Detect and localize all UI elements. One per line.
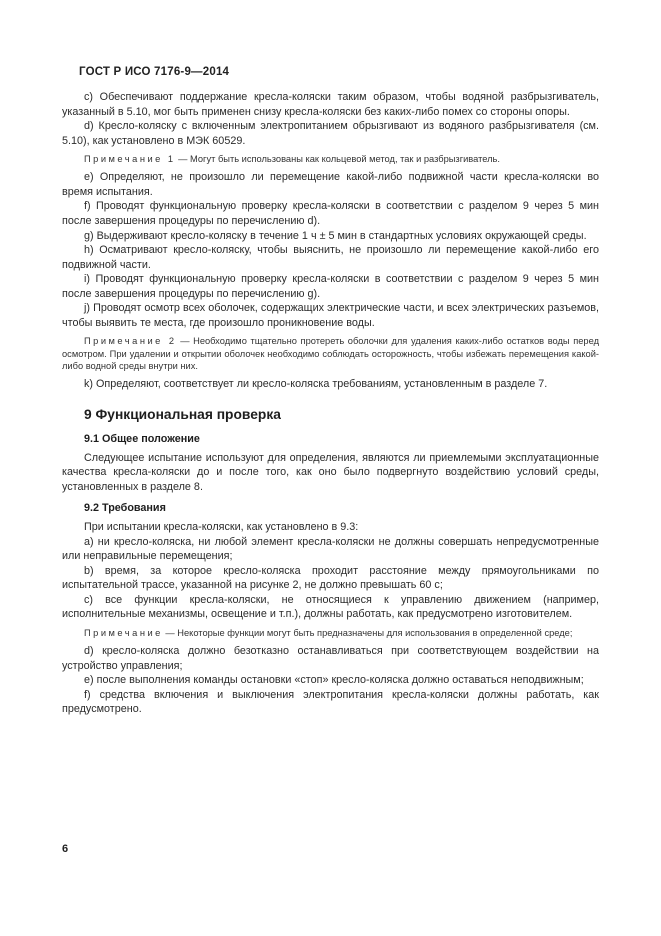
paragraph: h) Осматривают кресло-коляску, чтобы выяснить, не произошло ли перемещение какой-либо его подвижной части. bbox=[62, 244, 599, 271]
running-header: ГОСТ Р ИСО 7176-9—2014 bbox=[79, 66, 230, 78]
paragraph: g) Выдерживают кресло-коляску в течение 1 ч ± 5 мин в стандартных условиях окружающей среды. bbox=[84, 229, 587, 242]
note: Примечание 2 — Необходимо тщательно протереть оболочки для удаления каких-либо остатков воды перед осмотром. При удалении и открытии оболочек необходимо соблюдать осторожность, чтобы избежать перемещения какой-либо водной среды внутри них. bbox=[62, 336, 599, 371]
paragraph: e) после выполнения команды остановки «стоп» кресло-коляска должно оставаться неподвижным; bbox=[84, 674, 584, 687]
paragraph: b) время, за которое кресло-коляска проходит расстояние между прямоугольниками по испытательной трассе, указанной на рисунке 2, не должно превышать 60 с; bbox=[62, 564, 599, 592]
document-content bbox=[62, 90, 599, 717]
subsection-heading: 9.2 Требования bbox=[84, 502, 166, 515]
note-label: Примечание bbox=[84, 628, 163, 639]
paragraph: Следующее испытание используют для определения, являются ли приемлемыми эксплуатационные качества кресла-коляски до и после того, как оно было подвергнуто воздействию условий среды, установленных в разделе 8. bbox=[62, 451, 599, 493]
paragraph: c) Обеспечивают поддержание кресла-коляски таким образом, чтобы водяной разбрызгиватель, указанный в 5.10, мог быть применен снизу кресла-коляски без каких-либо помех со стороны опоры. bbox=[62, 91, 599, 118]
paragraph: i) Проводят функциональную проверку кресла-коляски в соответствии с разделом 9 через 5 мин после завершения процедуры по перечислению g). bbox=[62, 273, 599, 300]
paragraph: При испытании кресла-коляски, как установлено в 9.3: bbox=[84, 521, 359, 534]
paragraph: f) средства включения и выключения электропитания кресла-коляски должны работать, как предусмотрено. bbox=[62, 688, 599, 716]
paragraph: j) Проводят осмотр всех оболочек, содержащих электрические части, и всех электрических разъемов, чтобы выявить те места, где произошло проникновение воды. bbox=[62, 302, 599, 329]
paragraph: f) Проводят функциональную проверку кресла-коляски в соответствии с разделом 9 через 5 мин после завершения процедуры по перечислению d). bbox=[62, 200, 599, 228]
note-label: Примечание 2 bbox=[84, 336, 177, 347]
subsection-heading: 9.1 Общее положение bbox=[84, 432, 200, 445]
note: Примечание 1 — Могут быть использованы как кольцевой метод, так и разбрызгиватель. bbox=[84, 154, 500, 165]
paragraph: e) Определяют, не произошло ли перемещение какой-либо подвижной части кресла-коляски во время испытания. bbox=[62, 171, 599, 198]
page-number: 6 bbox=[62, 843, 69, 855]
section-heading: 9 Функциональная проверка bbox=[84, 406, 281, 422]
note: Примечание — Некоторые функции могут быть предназначены для использования в определенной среде; bbox=[84, 628, 573, 639]
paragraph: d) кресло-коляска должно безотказно останавливаться при соответствующем воздействии на устройство управления; bbox=[62, 645, 599, 672]
paragraph: c) все функции кресла-коляски, не относящиеся к управлению движением (например, исполнительные механизмы, освещение и т.п.), должны работать, как предусмотрено изготовителем. bbox=[62, 593, 599, 621]
paragraph: k) Определяют, соответствует ли кресло-коляска требованиям, установленным в разделе 7. bbox=[84, 378, 548, 391]
paragraph: a) ни кресло-коляска, ни любой элемент кресла-коляски не должны совершать непредусмотренные или неправильные перемещения; bbox=[62, 535, 599, 563]
paragraph: d) Кресло-коляску с включенным электропитанием обрызгивают из водяного разбрызгивателя (см. 5.10), как установлено в МЭК 60529. bbox=[62, 120, 599, 147]
note-label: Примечание 1 bbox=[84, 154, 176, 165]
